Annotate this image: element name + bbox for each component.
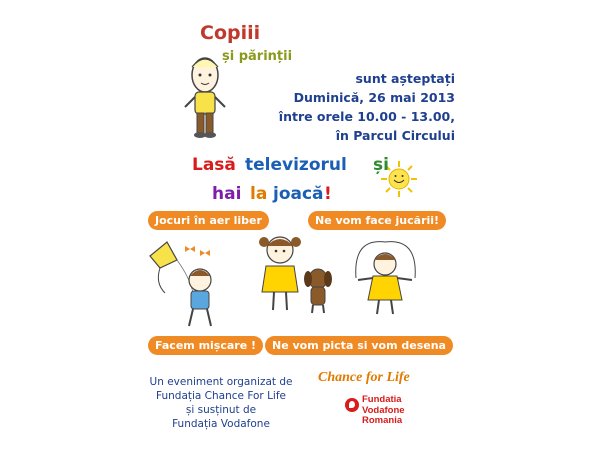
slogan-word-si: și bbox=[373, 155, 389, 175]
invite-time: între orele 10.00 - 13.00, bbox=[278, 109, 455, 124]
poster-title: Copiii bbox=[200, 22, 261, 44]
bubble-paint-draw: Ne vom picta si vom desena bbox=[265, 336, 453, 355]
invite-line-1: sunt așteptați bbox=[355, 71, 455, 86]
vodafone-line-1: Fundatia bbox=[362, 394, 402, 405]
slogan-word-lasa: Lasă bbox=[192, 155, 236, 175]
vodafone-logo-icon bbox=[345, 398, 359, 412]
kite-child-illustration bbox=[145, 238, 240, 333]
footer-line-4: Fundația Vodafone bbox=[172, 418, 270, 430]
footer-line-2: Fundația Chance For Life bbox=[156, 390, 286, 402]
slogan-exclamation: ! bbox=[324, 184, 332, 204]
slogan-word-la: la bbox=[250, 184, 268, 204]
poster-subtitle: și părinții bbox=[222, 49, 293, 64]
slogan-word-televizorul: televizorul bbox=[245, 155, 347, 175]
girl-illustration bbox=[258, 232, 303, 317]
bubble-outdoor-games: Jocuri în aer liber bbox=[148, 211, 269, 230]
vodafone-line-2: Vodafone bbox=[362, 404, 405, 416]
footer-line-1: Un eveniment organizat de bbox=[149, 376, 293, 388]
boy-illustration bbox=[180, 55, 230, 140]
chance-for-life-logo: Chance for Life bbox=[318, 370, 410, 385]
bubble-make-toys: Ne vom face jucării! bbox=[308, 211, 446, 230]
event-poster bbox=[140, 0, 470, 450]
slogan-word-joaca: joacă bbox=[273, 184, 324, 204]
bubble-movement: Facem mișcare ! bbox=[148, 336, 263, 355]
dog-illustration bbox=[298, 265, 338, 315]
footer-line-3: și susținut de bbox=[185, 404, 257, 416]
vodafone-line-3: Romania bbox=[362, 415, 403, 426]
invite-location: în Parcul Circului bbox=[335, 128, 455, 143]
vodafone-foundation-logo bbox=[362, 395, 405, 427]
jump-rope-girl-illustration bbox=[348, 238, 423, 318]
slogan-word-hai: hai bbox=[212, 184, 242, 204]
invite-date: Duminică, 26 mai 2013 bbox=[293, 90, 455, 105]
